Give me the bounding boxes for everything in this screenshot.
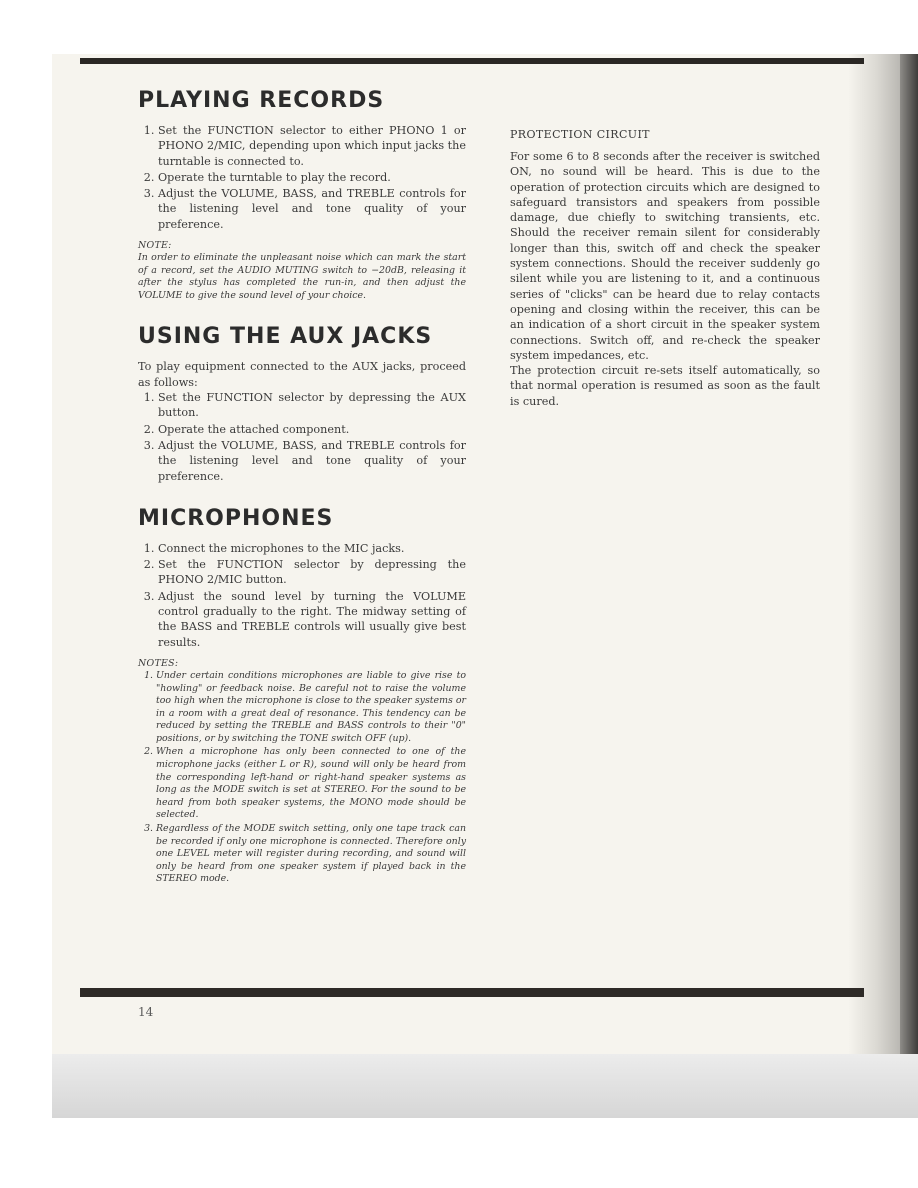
aux-steps xyxy=(138,390,466,484)
note-text: In order to eliminate the unpleasant noise which can mark the start of a record, set the AUDIO MUTING switch to −20dB, releasing it after the stylus has completed the run-in, and then adjust the VOLUME to give the sound level of your choice. xyxy=(138,252,466,301)
list-item: 3. Adjust the sound level by turning the VOLUME control gradually to the right. The midway setting of the BASS and TREBLE controls will usually give best results. xyxy=(158,589,466,650)
note-item: 2. When a microphone has only been connected to one of the microphone jacks (either L or R), sound will only be heard from the corresponding left-hand or right-hand speaker systems as long as the MODE switch is set at STEREO. For the sound to be heard from both speaker systems, the MONO mode should be selected. xyxy=(156,746,466,822)
top-rule xyxy=(80,58,864,64)
note-item: 1. Under certain conditions microphones are liable to give rise to "howling" or feedback noise. Be careful not to raise the volume too high when the microphone is close to the speaker systems or in a room with a great deal of resonance. This tendency can be reduced by setting the TREBLE and BASS controls to their "0" positions, or by switching the TONE switch OFF (up). xyxy=(156,670,466,746)
protection-paragraph-1: For some 6 to 8 seconds after the receiver is switched ON, no sound will be heard. This is due to the operation of protection circuits which are designed to safeguard transistors and speakers from possible damage, due chiefly to switching transients, etc. Should the receiver remain silent for considerably longer than this, switch off and check the speaker system connections. Should the receiver suddenly go silent while you are listening to it, and a continuous series of "clicks" can be heard due to relay contacts opening and closing within the receiver, this can be an indication of a short circuit in the speaker system connections. Switch off, and re-check the speaker system impedances, etc. xyxy=(510,150,820,362)
microphones-steps xyxy=(138,541,466,650)
playing-records-heading: PLAYING RECORDS xyxy=(138,88,385,113)
list-item: 1. Set the FUNCTION selector to either PHONO 1 or PHONO 2/MIC, depending upon which input jacks the turntable is connected to. xyxy=(158,123,466,169)
protection-circuit-heading: PROTECTION CIRCUIT xyxy=(510,128,650,141)
scan-background xyxy=(52,1054,918,1118)
list-item: 1. Set the FUNCTION selector by depressing the AUX button. xyxy=(158,390,466,421)
protection-paragraph-2: The protection circuit re-sets itself automatically, so that normal operation is resumed as soon as the fault is cured. xyxy=(510,364,820,408)
microphones-section xyxy=(138,506,466,886)
aux-jacks-heading: USING THE AUX JACKS xyxy=(138,324,433,350)
page-edge xyxy=(900,54,918,1054)
protection-circuit-section xyxy=(510,128,820,409)
note-item: 3. Regardless of the MODE switch setting, only one tape track can be recorded if only one microphone is connected. Therefore only one LEVEL meter will register during recording, and sound will only be heard from one speaker system if played back in the STEREO mode. xyxy=(156,823,466,886)
playing-records-section xyxy=(138,88,466,302)
aux-jacks-section xyxy=(138,324,466,483)
microphone-notes xyxy=(138,670,466,886)
left-column xyxy=(138,88,466,887)
playing-records-steps xyxy=(138,123,466,232)
page-number: 14 xyxy=(138,1005,154,1019)
list-item: 2. Set the FUNCTION selector by depressing the PHONO 2/MIC button. xyxy=(158,557,466,588)
list-item: 2. Operate the attached component. xyxy=(158,422,466,437)
right-column xyxy=(510,128,820,409)
list-item: 2. Operate the turntable to play the record. xyxy=(158,170,466,185)
notes-label: NOTES: xyxy=(138,657,179,669)
note-label: NOTE: xyxy=(138,240,172,252)
list-item: 3. Adjust the VOLUME, BASS, and TREBLE controls for the listening level and tone quality of your preference. xyxy=(158,186,466,232)
aux-intro: To play equipment connected to the AUX jacks, proceed as follows: xyxy=(138,360,466,389)
microphones-heading: MICROPHONES xyxy=(138,505,334,531)
list-item: 1. Connect the microphones to the MIC jacks. xyxy=(158,541,466,556)
list-item: 3. Adjust the VOLUME, BASS, and TREBLE controls for the listening level and tone quality of your preference. xyxy=(158,438,466,484)
bottom-rule xyxy=(80,988,864,997)
